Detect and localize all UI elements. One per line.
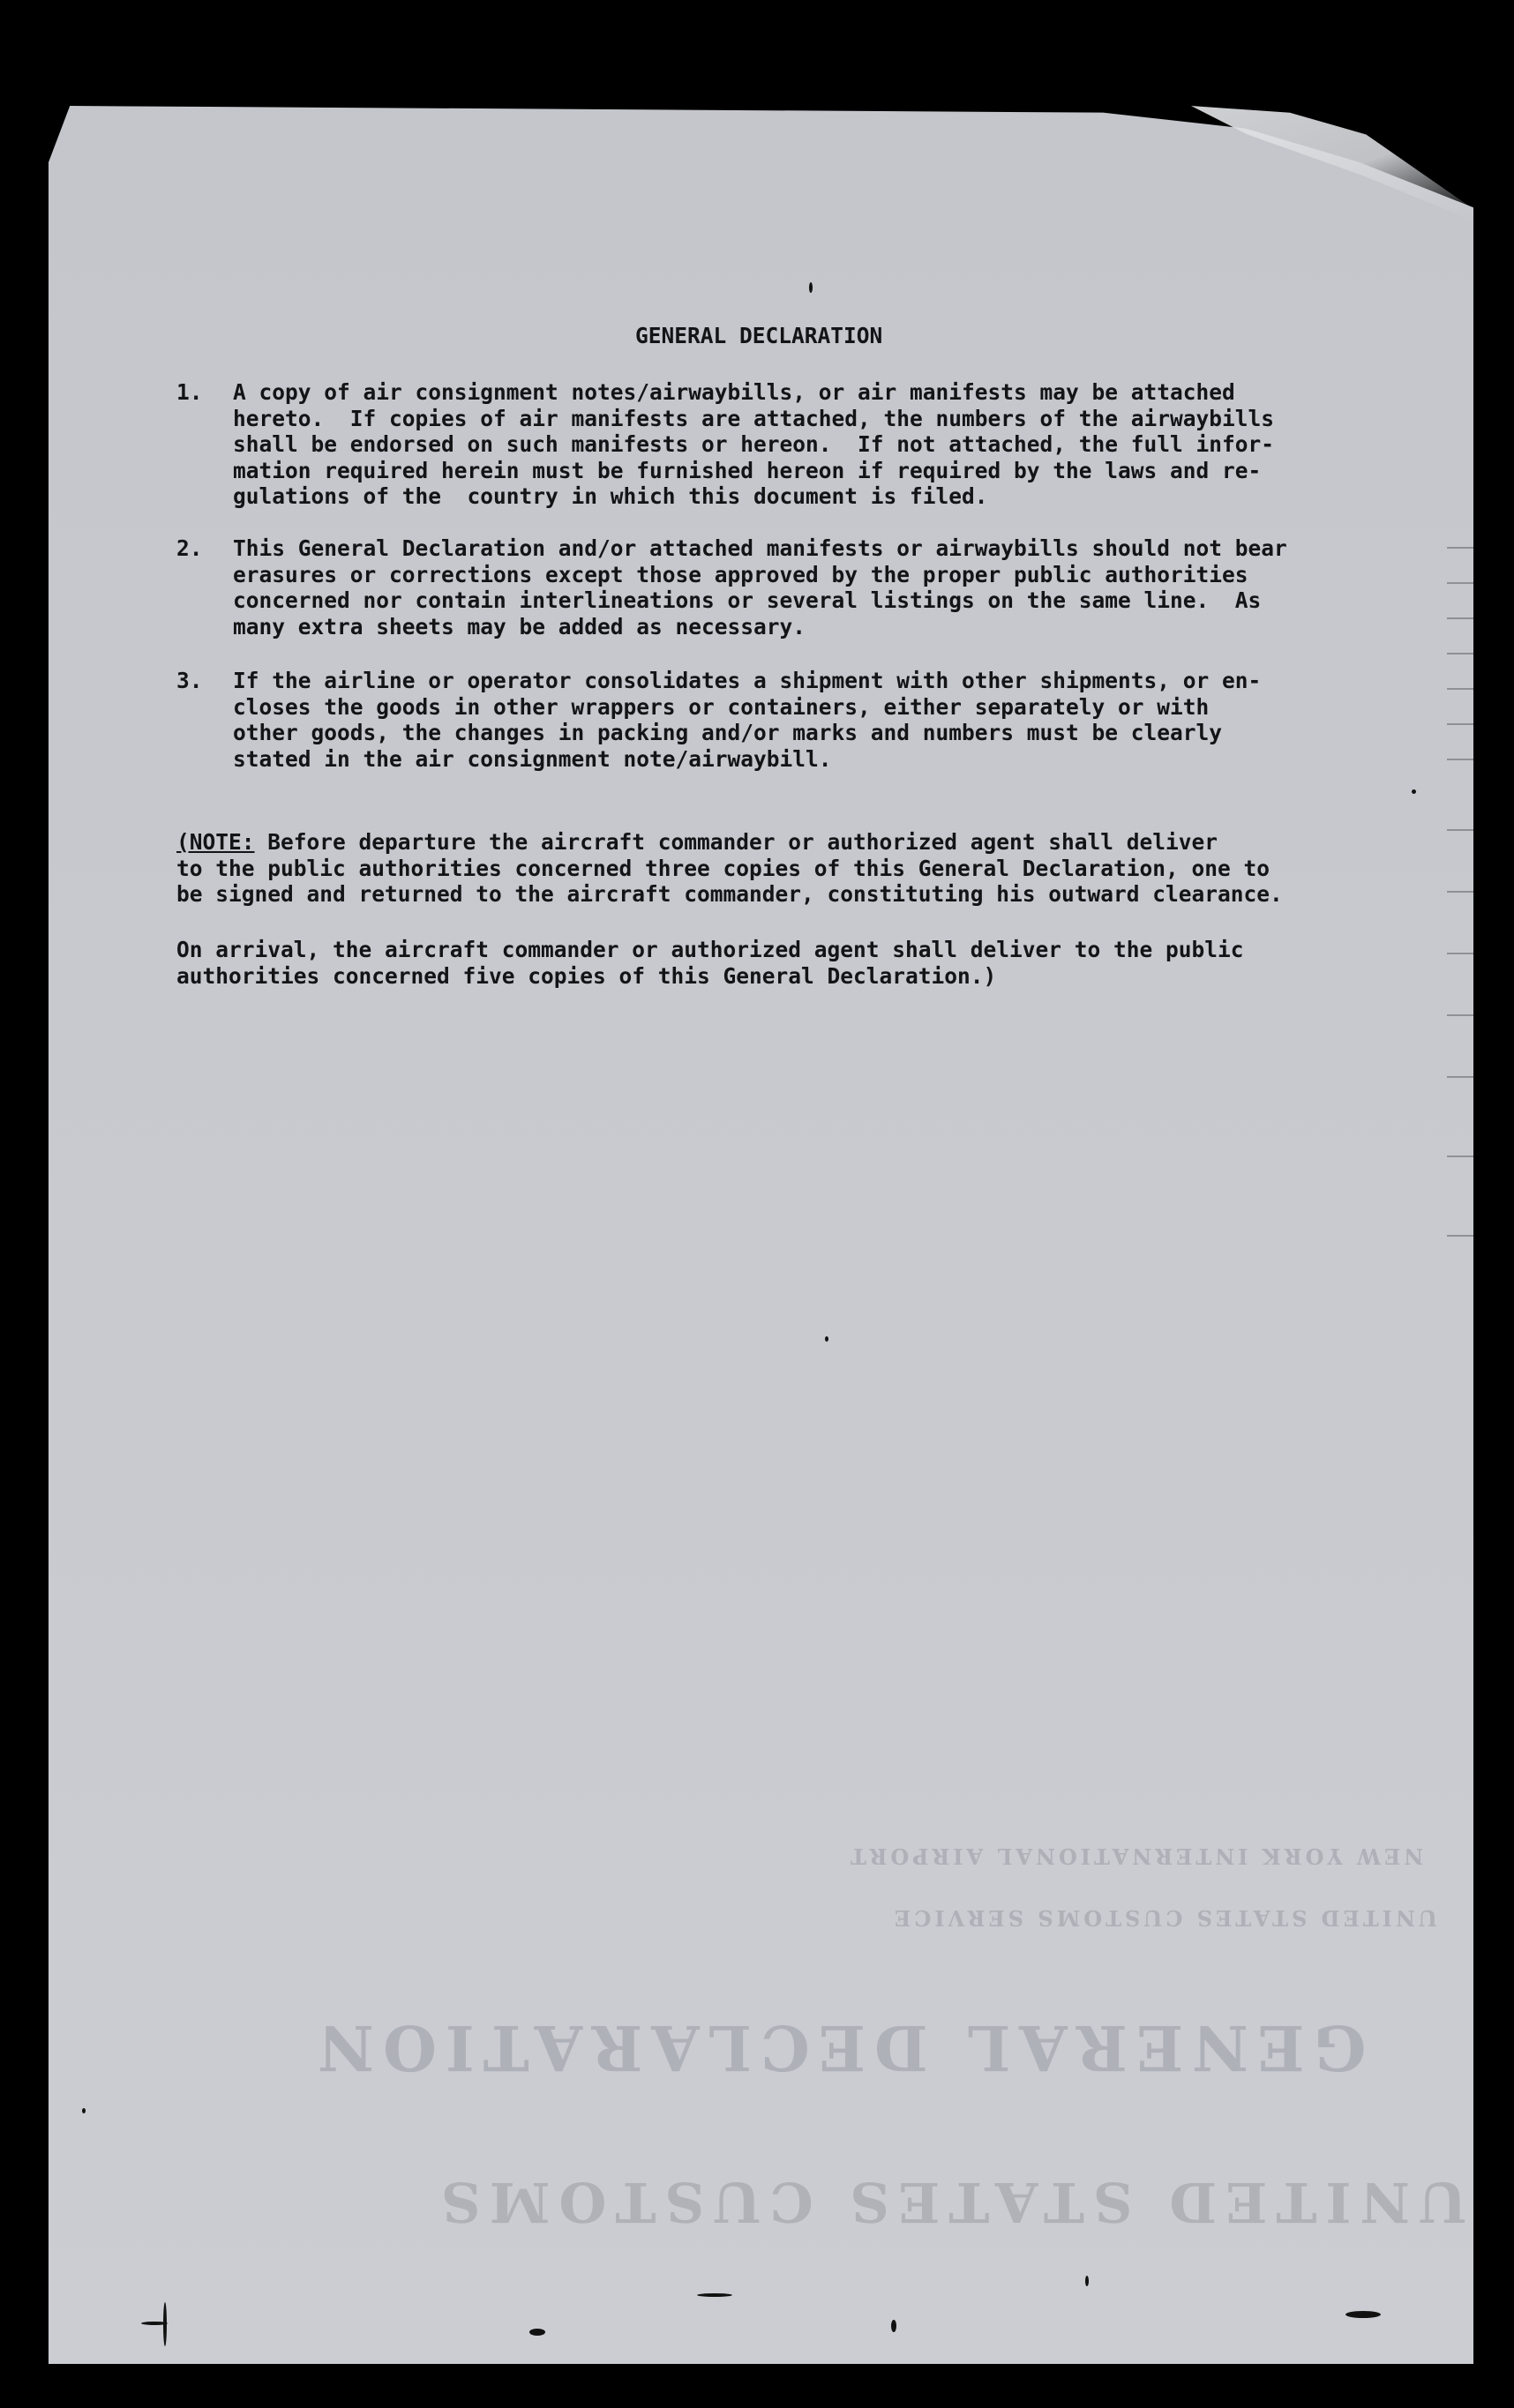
text-line: gulations of the country in which this document is filed. — [233, 483, 988, 509]
edge-tick — [1447, 953, 1473, 954]
bleed-through-line-2: UNITED STATES CUSTOMS SERVICE — [891, 1905, 1437, 1931]
edge-tick — [1447, 617, 1473, 619]
item-number: 1. — [176, 379, 203, 405]
speck — [163, 2302, 167, 2346]
edge-tick — [1447, 759, 1473, 760]
bleed-through-heading-2: UNITED STATES CUSTOMS — [432, 2170, 1467, 2234]
bleed-through-line: NEW YORK INTERNATIONAL AIRPORT — [847, 1843, 1424, 1869]
smudge — [697, 2293, 732, 2297]
text-line: to the public authorities concerned three copies of this General Declaration, one to — [176, 855, 1270, 881]
note-first-line: Before departure the aircraft commander or authorized agent shall deliver — [254, 829, 1218, 855]
note-label: (NOTE: — [176, 829, 255, 855]
edge-tick — [1447, 891, 1473, 893]
text-line: If the airline or operator consolidates a shipment with other shipments, or en- — [233, 668, 1262, 693]
text-line: On arrival, the aircraft commander or authorized agent shall deliver to the public — [176, 937, 1244, 962]
edge-tick — [1447, 547, 1473, 549]
text-line: erasures or corrections except those approved by the proper public authorities — [233, 561, 1248, 587]
page-title: GENERAL DECLARATION — [635, 323, 883, 348]
text-line: other goods, the changes in packing and/or marks and numbers must be clearly — [233, 720, 1223, 745]
bleed-through-heading: GENERAL DECLARATION — [309, 2011, 1367, 2084]
speck — [82, 2108, 86, 2113]
note-paragraph — [176, 829, 1359, 908]
speck — [1412, 789, 1416, 794]
text-line: closes the goods in other wrappers or containers, either separately or with — [233, 693, 1210, 720]
speck — [891, 2320, 896, 2332]
edge-tick — [1447, 653, 1473, 654]
text-line: shall be endorsed on such manifests or hereon. If not attached, the full infor- — [233, 431, 1275, 457]
item-number: 3. — [176, 668, 203, 693]
edge-tick — [1447, 1014, 1473, 1016]
smudge — [1345, 2311, 1381, 2318]
text-line: mation required herein must be furnished hereon if required by the laws and re- — [233, 457, 1262, 483]
speck — [1085, 2276, 1089, 2286]
smudge — [529, 2329, 545, 2336]
text-line — [176, 829, 1359, 856]
item-text — [233, 535, 1359, 639]
text-line: many extra sheets may be added as necessary. — [233, 613, 806, 639]
speck — [825, 1336, 828, 1342]
text-line: concerned nor contain interlineations or several listings on the same line. As — [233, 587, 1262, 613]
edge-tick — [1447, 1076, 1473, 1078]
item-text — [233, 379, 1359, 510]
text-line: A copy of air consignment notes/airwaybills, or air manifests may be attached — [233, 379, 1235, 405]
edge-tick — [1447, 1235, 1473, 1237]
arrival-paragraph — [176, 937, 1359, 989]
text-line: authorities concerned five copies of this General Declaration.) — [176, 962, 997, 989]
text-line: stated in the air consignment note/airwaybill. — [233, 745, 832, 772]
text-line: hereto. If copies of air manifests are attached, the numbers of the airwaybills — [233, 405, 1275, 431]
item-text — [233, 668, 1359, 772]
item-number: 2. — [176, 535, 203, 561]
text-line: This General Declaration and/or attached manifests or airwaybills should not bear — [233, 535, 1287, 561]
edge-tick — [1447, 582, 1473, 584]
edge-tick — [1447, 1155, 1473, 1157]
edge-tick — [1447, 688, 1473, 690]
edge-tick — [1447, 829, 1473, 831]
speck — [809, 282, 813, 293]
text-line: be signed and returned to the aircraft commander, constituting his outward clearance. — [176, 881, 1283, 907]
edge-tick — [1447, 723, 1473, 725]
